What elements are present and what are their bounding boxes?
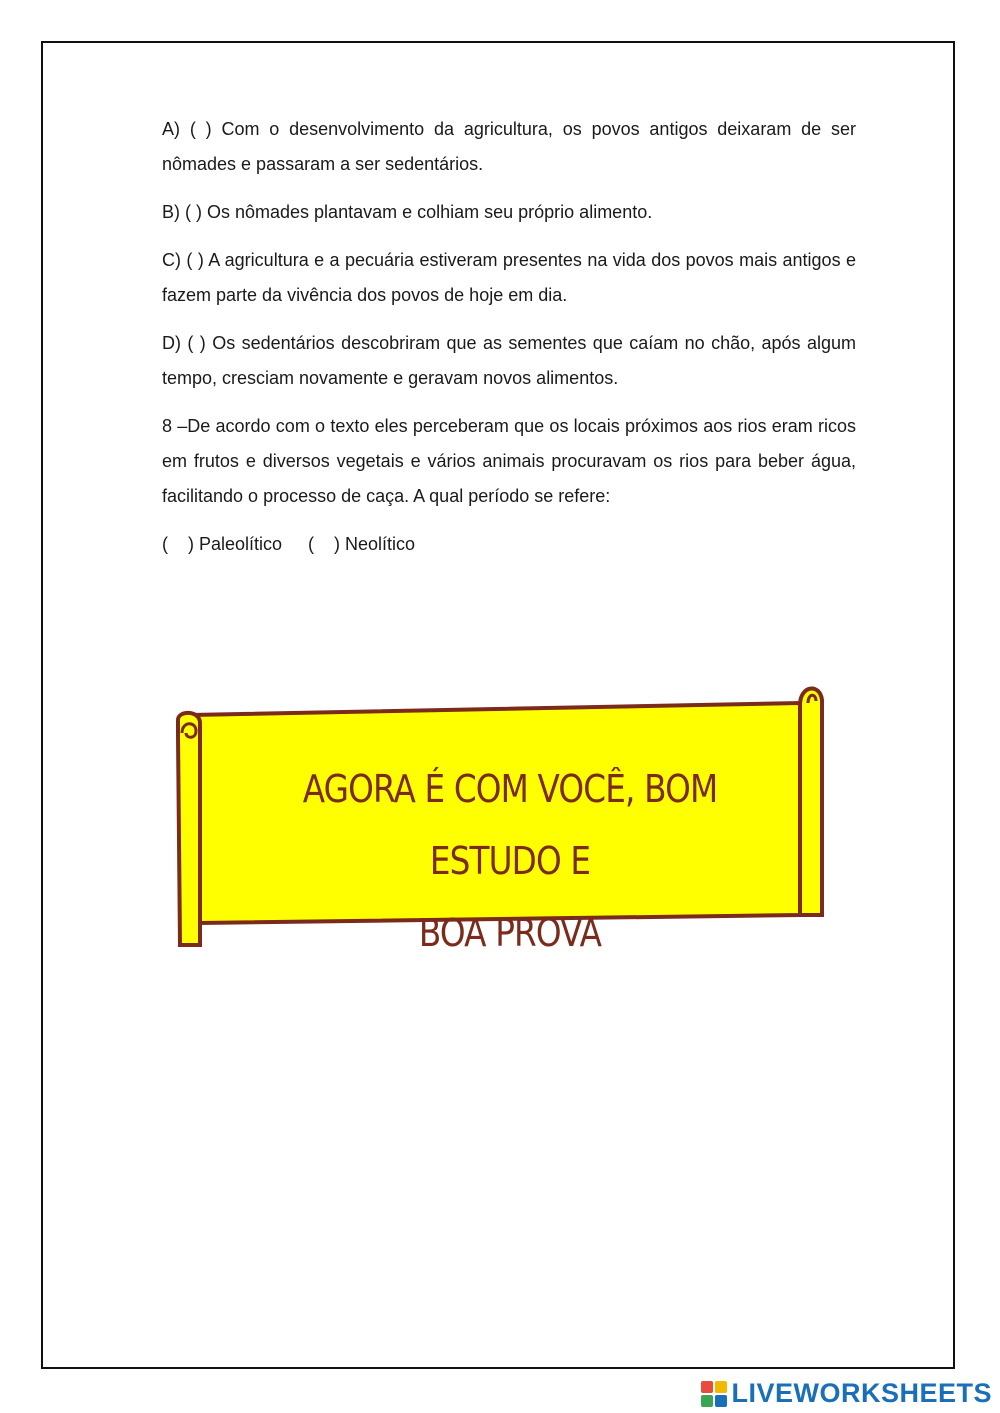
- question-d: D) ( ) Os sedentários descobriram que as sementes que caíam no chão, após algum tempo, cresciam novamente e geravam novos alimentos.: [162, 333, 856, 388]
- scroll-right-curl: [800, 689, 822, 915]
- period-choices: [162, 527, 856, 562]
- question-8: 8 –De acordo com o texto eles perceberam que os locais próximos aos rios eram ricos em frutos e diversos vegetais e vários animais procuravam os rios para beber água, facilitando o processo de caça. A qual período se refere:: [162, 416, 856, 506]
- scroll-banner: [170, 675, 830, 955]
- choice-paleolitico[interactable]: ( ) Paleolítico: [162, 534, 283, 554]
- question-c: C) ( ) A agricultura e a pecuária estiveram presentes na vida dos povos mais antigos e fazem parte da vivência dos povos de hoje em dia.: [162, 250, 856, 305]
- question-b: B) ( ) Os nômades plantavam e colhiam seu próprio alimento.: [162, 202, 653, 222]
- liveworksheets-brand[interactable]: [701, 1378, 992, 1409]
- banner-line-2: BOA PROVA: [418, 911, 602, 955]
- brand-name: LIVEWORKSHEETS: [731, 1378, 992, 1408]
- question-a: A) ( ) Com o desenvolvimento da agricultura, os povos antigos deixaram de ser nômades e passaram a ser sedentários.: [162, 119, 856, 174]
- banner-line-1: AGORA É COM VOCÊ, BOM ESTUDO E: [302, 767, 718, 883]
- banner-message: [243, 753, 776, 969]
- choice-neolitico[interactable]: ( ) Neolítico: [308, 534, 416, 554]
- liveworksheets-logo-icon: [701, 1381, 727, 1407]
- worksheet-content: [162, 112, 856, 562]
- scroll-left-roll: [178, 713, 200, 945]
